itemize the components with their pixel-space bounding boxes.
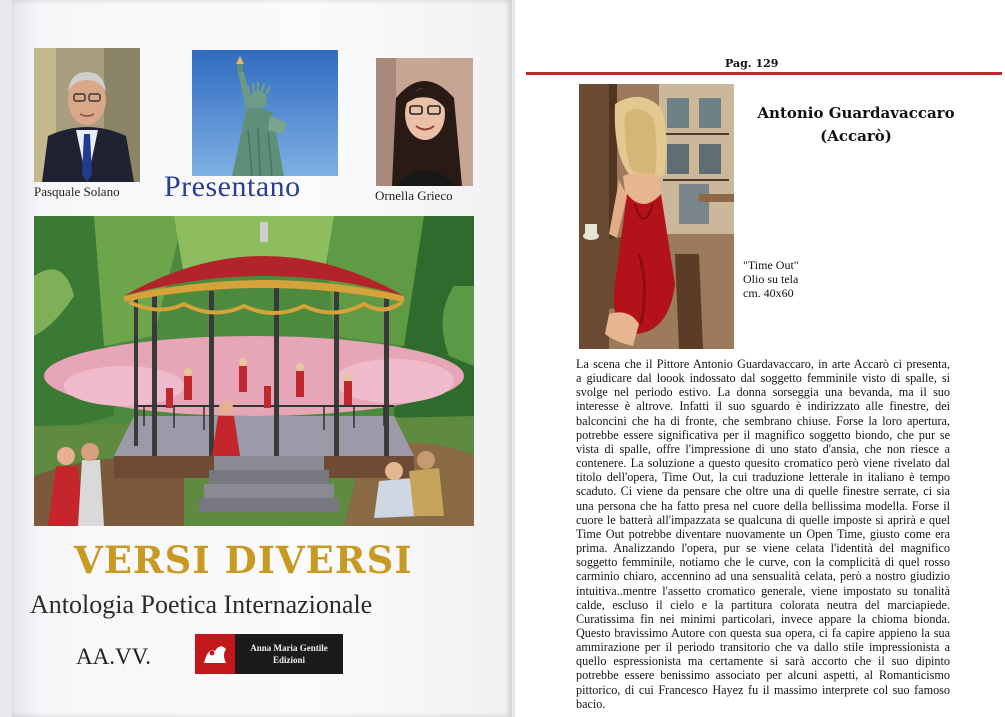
portrait-man-photo (34, 48, 140, 182)
artwork-details (743, 258, 799, 300)
bandstand-painting (34, 216, 474, 526)
book-page (518, 0, 1005, 717)
body-text-line: carminio chiaro, accennino ad una sensualità celata, però a nostro giudizio (576, 569, 950, 584)
body-text-line: interesse è altrove. Infatti il suo sguardo è indirizzato alle finestre, dei (576, 399, 950, 414)
statue-of-liberty-photo (192, 50, 338, 176)
body-text-line: pittorico, di cui Francesco Hayez fu il massimo interprete col suo famoso (576, 682, 950, 697)
presenter-right-name: Ornella Grieco (375, 188, 453, 203)
time-out-painting (579, 84, 734, 349)
publisher-name-line1: Anna Maria Gentile (250, 643, 328, 653)
artwork-title: "Time Out" (743, 258, 799, 272)
portrait-woman-photo (376, 58, 473, 186)
artwork-medium: Olio su tela (743, 272, 799, 286)
body-text-line: intuitiva..mentre l'assetto cromatico generale, viene impostato su tonalità (576, 583, 950, 598)
publisher-name-line2: Edizioni (272, 655, 305, 665)
body-text-line: ammirazione per il periodo transitorio che va dallo stile impressionista a (576, 640, 950, 655)
body-text-line: scaduto. Ci viene da pensare che oltre una di quelle finestre serrate, ci sia (576, 484, 950, 499)
book-cover (12, 0, 512, 717)
presenting-label: Presentano (164, 170, 301, 203)
body-text-line: potrebbe essere benissimo associato per alcuni aspetti, al Romanticismo (576, 668, 950, 683)
body-text-line: svolge nel periodo estivo. La donna sorseggia una bevanda, ma il suo (576, 385, 950, 400)
body-text-line: cuore le batterà all'impazzata se qualcuna di quelle imposte si aprirà e quel (576, 512, 950, 527)
page-header-rule (526, 72, 1002, 75)
body-text-line: titolo dell'opera, Time Out, la cui traduzione letterale in italiano è tempo (576, 470, 950, 485)
body-text-line: prima. Analizzando l'opera, pur se viene celata l'identità del magnifico (576, 541, 950, 556)
page-number: Pag. 129 (725, 57, 779, 70)
book-authors: AA.VV. (76, 644, 151, 669)
body-text-line: Curatissima fin nei minimi particolari, invece appare la chioma bionda. (576, 611, 950, 626)
artist-name-line1: Antonio Guardavaccaro (757, 104, 955, 122)
artwork-review-text (576, 357, 950, 711)
body-text-line: Time Out potrebbe diventare nuovamente un Open Time, giusto come era (576, 526, 950, 541)
body-text-line: soggetto femminile, notiamo che le curve, con la complicità di quel rosso (576, 555, 950, 570)
artist-name-line2: (Accarò) (820, 127, 892, 145)
body-text-line: calde, escluso il cielo e la partitura colorata neutra del marciapiede. (576, 597, 950, 612)
body-text-line: potrebbe essere significativa per il magnifico soggetto biondo, che pur se (576, 427, 950, 442)
body-text-line: bacio. (576, 696, 606, 711)
body-text-line: quello espressionista ma certamente si sarà accorto che il suo dipinto (576, 654, 950, 669)
body-text-line: vista di spalle, offre l'impressione di uno stato d'ansia, che non riesce a (576, 441, 950, 456)
body-text-line: Questo bravissimo Autore con questa sua opera, ci fa capire appieno la sua (576, 625, 950, 640)
presenter-left-name: Pasquale Solano (34, 184, 120, 199)
book-subtitle: Antologia Poetica Internazionale (30, 590, 373, 619)
artist-name (736, 102, 976, 148)
body-text-line: contenere. La soluzione a questo quesito cromatico però viene rivelato dal (576, 456, 950, 471)
book-title: VERSI DIVERSI (74, 538, 413, 582)
body-text-line: balconcini che ha di fronte, che sembrano chiuse. Forse la loro apertura, (576, 413, 950, 428)
body-text-line: a giudicare dal loook indossato dal soggetto femminile visto di spalle, si (576, 371, 950, 386)
publisher-name (235, 642, 343, 666)
publisher-logo-block (195, 634, 343, 674)
body-text-line: una persona che ha fatto presa nel cuore della bellissima modella. Forse il (576, 498, 950, 513)
body-text-line: La scena che il Pittore Antonio Guardavaccaro, in arte Accarò ci presenta, (576, 357, 950, 371)
artwork-size: cm. 40x60 (743, 286, 794, 300)
publisher-emblem-icon (195, 634, 235, 674)
